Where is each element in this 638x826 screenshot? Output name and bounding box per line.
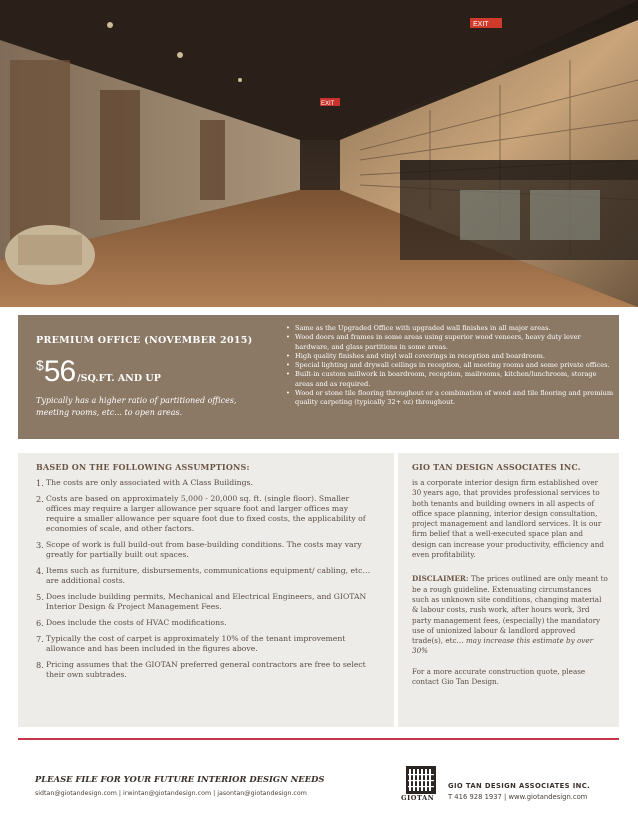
- assumption-text: Pricing assumes that the GIOTAN preferred general contractors are free to select their own subtrades.: [46, 660, 366, 679]
- hero-photo: [0, 0, 638, 307]
- assumption-number: 5.: [36, 592, 44, 602]
- assumptions-heading: BASED ON THE FOLLOWING ASSUMPTIONS:: [36, 462, 250, 472]
- assumption-text: The costs are only associated with A Class Buildings.: [46, 478, 253, 487]
- footer-emails[interactable]: sidtan@giotandesign.com | irwintan@giotandesign.com | jasontan@giotandesign.com: [35, 790, 307, 797]
- assumption-text: Costs are based on approximately 5,000 - 20,000 sq. ft. (single floor). Smaller offices may require a larger allowance per square foot and larger offices may require a smaller allowance per square foot due to fixed costs, the applicability of economies of scale, and other factors.: [46, 494, 366, 533]
- exit-sign-text: EXIT: [473, 21, 489, 28]
- assumption-item: [36, 494, 376, 534]
- assumption-item: [36, 660, 376, 680]
- assumption-number: 4.: [36, 566, 44, 576]
- price-unit: /SQ.FT. AND UP: [77, 373, 161, 384]
- assumptions-box: [18, 453, 394, 727]
- premium-description: Typically has a higher ratio of partitioned offices, meeting rooms, etc... to open areas.: [36, 396, 237, 417]
- footer-company: GIO TAN DESIGN ASSOCIATES INC.: [448, 782, 591, 790]
- assumption-text: Scope of work is full build-out from base-building conditions. The costs may vary greatly for partially built out spaces.: [46, 540, 362, 559]
- assumption-number: 1.: [36, 478, 44, 488]
- assumption-item: [36, 618, 376, 628]
- assumption-item: [36, 592, 376, 612]
- disclaimer-label: DISCLAIMER:: [412, 574, 469, 584]
- assumption-number: 2.: [36, 494, 44, 504]
- price: [36, 355, 161, 389]
- feature-item: • Special lighting and drywall ceilings in reception, all meeting rooms and some private offices.: [286, 361, 616, 370]
- feature-item: • Wood or stone tile flooring throughout or a combination of wood and tile flooring and premium quality carpeting (typically 32+ oz) throughout.: [286, 389, 616, 408]
- office-interior-illustration: [0, 0, 638, 307]
- exit-sign-text-2: EXIT: [321, 101, 335, 107]
- logo-text: GIOTAN: [401, 794, 435, 802]
- disclaimer-emphasis: may increase this estimate by over 30%: [412, 636, 594, 656]
- premium-features-list: [286, 324, 616, 408]
- assumption-number: 6.: [36, 618, 44, 628]
- price-amount: 56: [43, 355, 76, 388]
- assumption-item: [36, 540, 376, 560]
- company-about: is a corporate interior design firm established over 30 years ago, that provides professional services to both tenants and building owners in all aspects of office space planning, interior design consultation, project management and landlord services. It is our firm belief that a well-executed space plan and design can increase your productivity, efficiency and even profitability.: [412, 478, 604, 560]
- assumption-text: Typically the cost of carpet is approximately 10% of the tenant improvement allowance and has been included in the figures above.: [46, 634, 346, 653]
- assumption-item: [36, 566, 376, 586]
- assumption-text: Does include building permits, Mechanical and Electrical Engineers, and GIOTAN Interior Design & Project Management Fees.: [46, 592, 367, 611]
- assumption-number: 8.: [36, 660, 44, 670]
- assumption-text: Does include the costs of HVAC modifications.: [46, 618, 227, 627]
- company-heading: GIO TAN DESIGN ASSOCIATES INC.: [412, 462, 581, 472]
- footer-contact[interactable]: T 416 928 1937 | www.giotandesign.com: [448, 793, 588, 801]
- disclaimer: [412, 574, 608, 656]
- footer-title: PLEASE FILE FOR YOUR FUTURE INTERIOR DESIGN NEEDS: [35, 774, 325, 784]
- feature-item: • High quality finishes and vinyl wall coverings in reception and boardroom.: [286, 352, 616, 361]
- company-box: [398, 453, 619, 727]
- assumption-number: 7.: [36, 634, 44, 644]
- assumption-item: [36, 634, 376, 654]
- assumption-text: Items such as furniture, disbursements, communications equipment/ cabling, etc…are additional costs.: [46, 566, 371, 585]
- feature-item: • Same as the Upgraded Office with upgraded wall finishes in all major areas.: [286, 324, 616, 333]
- divider-line: [18, 738, 619, 740]
- contact-note: For a more accurate construction quote, please contact Gio Tan Design.: [412, 666, 586, 687]
- company-content: [412, 478, 608, 695]
- assumption-item: [36, 478, 376, 488]
- feature-item: • Built-in custom millwork in boardroom, reception, mailrooms, kitchen/lunchroom, storage areas and as required.: [286, 370, 616, 389]
- disclaimer-text: The prices outlined are only meant to be a rough guideline. Extenuating circumstances such as unknown site conditions, changing material & labour costs, rush work, after hours work, 3rd party management fees, (especially) the mandatory use of unionized labour & landlord approved trade(s), etc…: [412, 574, 608, 646]
- feature-item: • Wood doors and frames in some areas using superior wood veneers, heavy duty lever hardware, and glass partitions in some areas.: [286, 333, 616, 352]
- premium-office-band: [18, 315, 619, 439]
- assumption-number: 3.: [36, 540, 44, 550]
- premium-title: PREMIUM OFFICE (NOVEMBER 2015): [36, 335, 253, 346]
- price-currency: $: [36, 357, 44, 373]
- assumptions-list: [36, 478, 376, 686]
